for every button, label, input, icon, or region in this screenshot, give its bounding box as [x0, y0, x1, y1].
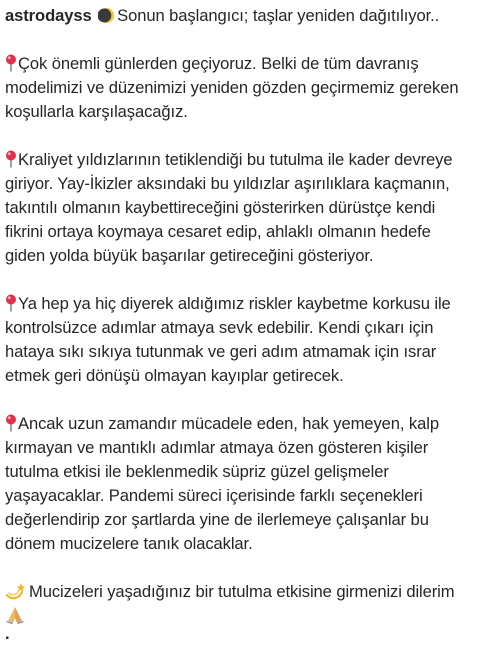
- p2-line-3: takıntılı olmanın kaybettireceğini gösterirken dürüstçe kendi: [5, 198, 436, 217]
- p2-line-2: giriyor. Yay-İkizler aksındaki bu yıldızlar aşırılıklara kaçmanın,: [5, 174, 450, 193]
- p1-line-3: koşullarla karşılaşacağız.: [5, 102, 188, 121]
- p2-line-5: giden yolda büyük başarılar getireceğini gösteriyor.: [5, 246, 374, 265]
- caption-first-line: [5, 4, 493, 28]
- round-pushpin-icon: [5, 150, 17, 168]
- username-link[interactable]: astrodayss: [5, 6, 92, 25]
- p4-line-5: değerlendirip zor şartlarda yine de ilerlemeye çalışanlar bu: [5, 510, 429, 529]
- p2-line-1: Kraliyet yıldızlarının tetiklendiği bu tutulma ile kader devreye: [5, 148, 493, 172]
- p3-line-4: etmek geri dönüşü olmayan kayıplar getirecek.: [5, 366, 344, 385]
- dizzy-icon: [5, 582, 25, 600]
- p2-line-4: fikrini ortaya koymaya cesaret edip, ahlaklı olmanın hedefe: [5, 222, 431, 241]
- pray-line: [5, 604, 493, 626]
- p3-line-3: hataya sıkı sıkıya tutunmak ve geri adım atmamak için ısrar: [5, 342, 437, 361]
- p4-line-2: kırmayan ve mantıklı adımlar atmaya özen gösteren kişiler: [5, 438, 429, 457]
- p4-line-3: tutulma etkisi ile beklenmedik süpriz güzel gelişmeler: [5, 462, 389, 481]
- new-moon-icon: [98, 7, 115, 24]
- round-pushpin-icon: [5, 294, 17, 312]
- post-caption: [5, 4, 493, 646]
- round-pushpin-icon: [5, 414, 17, 432]
- p4-line-6: dönem mucizelere tanık olacaklar.: [5, 534, 253, 553]
- p1-line-1: Çok önemli günlerden geçiyoruz. Belki de tüm davranış: [5, 52, 493, 76]
- p1-line-2: modelimizi ve düzenimizi yeniden gözden geçirmemiz gereken: [5, 78, 459, 97]
- p4-line-1: Ancak uzun zamandır mücadele eden, hak yemeyen, kalp: [5, 412, 493, 436]
- intro-text: Sonun başlangıcı; taşlar yeniden dağıtılıyor..: [117, 6, 440, 25]
- folded-hands-icon: [6, 606, 24, 624]
- closing-line: Mucizeleri yaşadığınız bir tutulma etkisine girmenizi dilerim: [5, 580, 493, 604]
- trailing-dot: .: [5, 624, 10, 643]
- round-pushpin-icon: [5, 54, 17, 72]
- p4-line-4: yaşayacaklar. Pandemi süreci içerisinde farklı seçenekleri: [5, 486, 423, 505]
- p3-line-1: Ya hep ya hiç diyerek aldığımız riskler kaybetme korkusu ile: [5, 292, 493, 316]
- p3-line-2: kontrolsüzce adımlar atmaya sevk edebilir. Kendi çıkarı için: [5, 318, 434, 337]
